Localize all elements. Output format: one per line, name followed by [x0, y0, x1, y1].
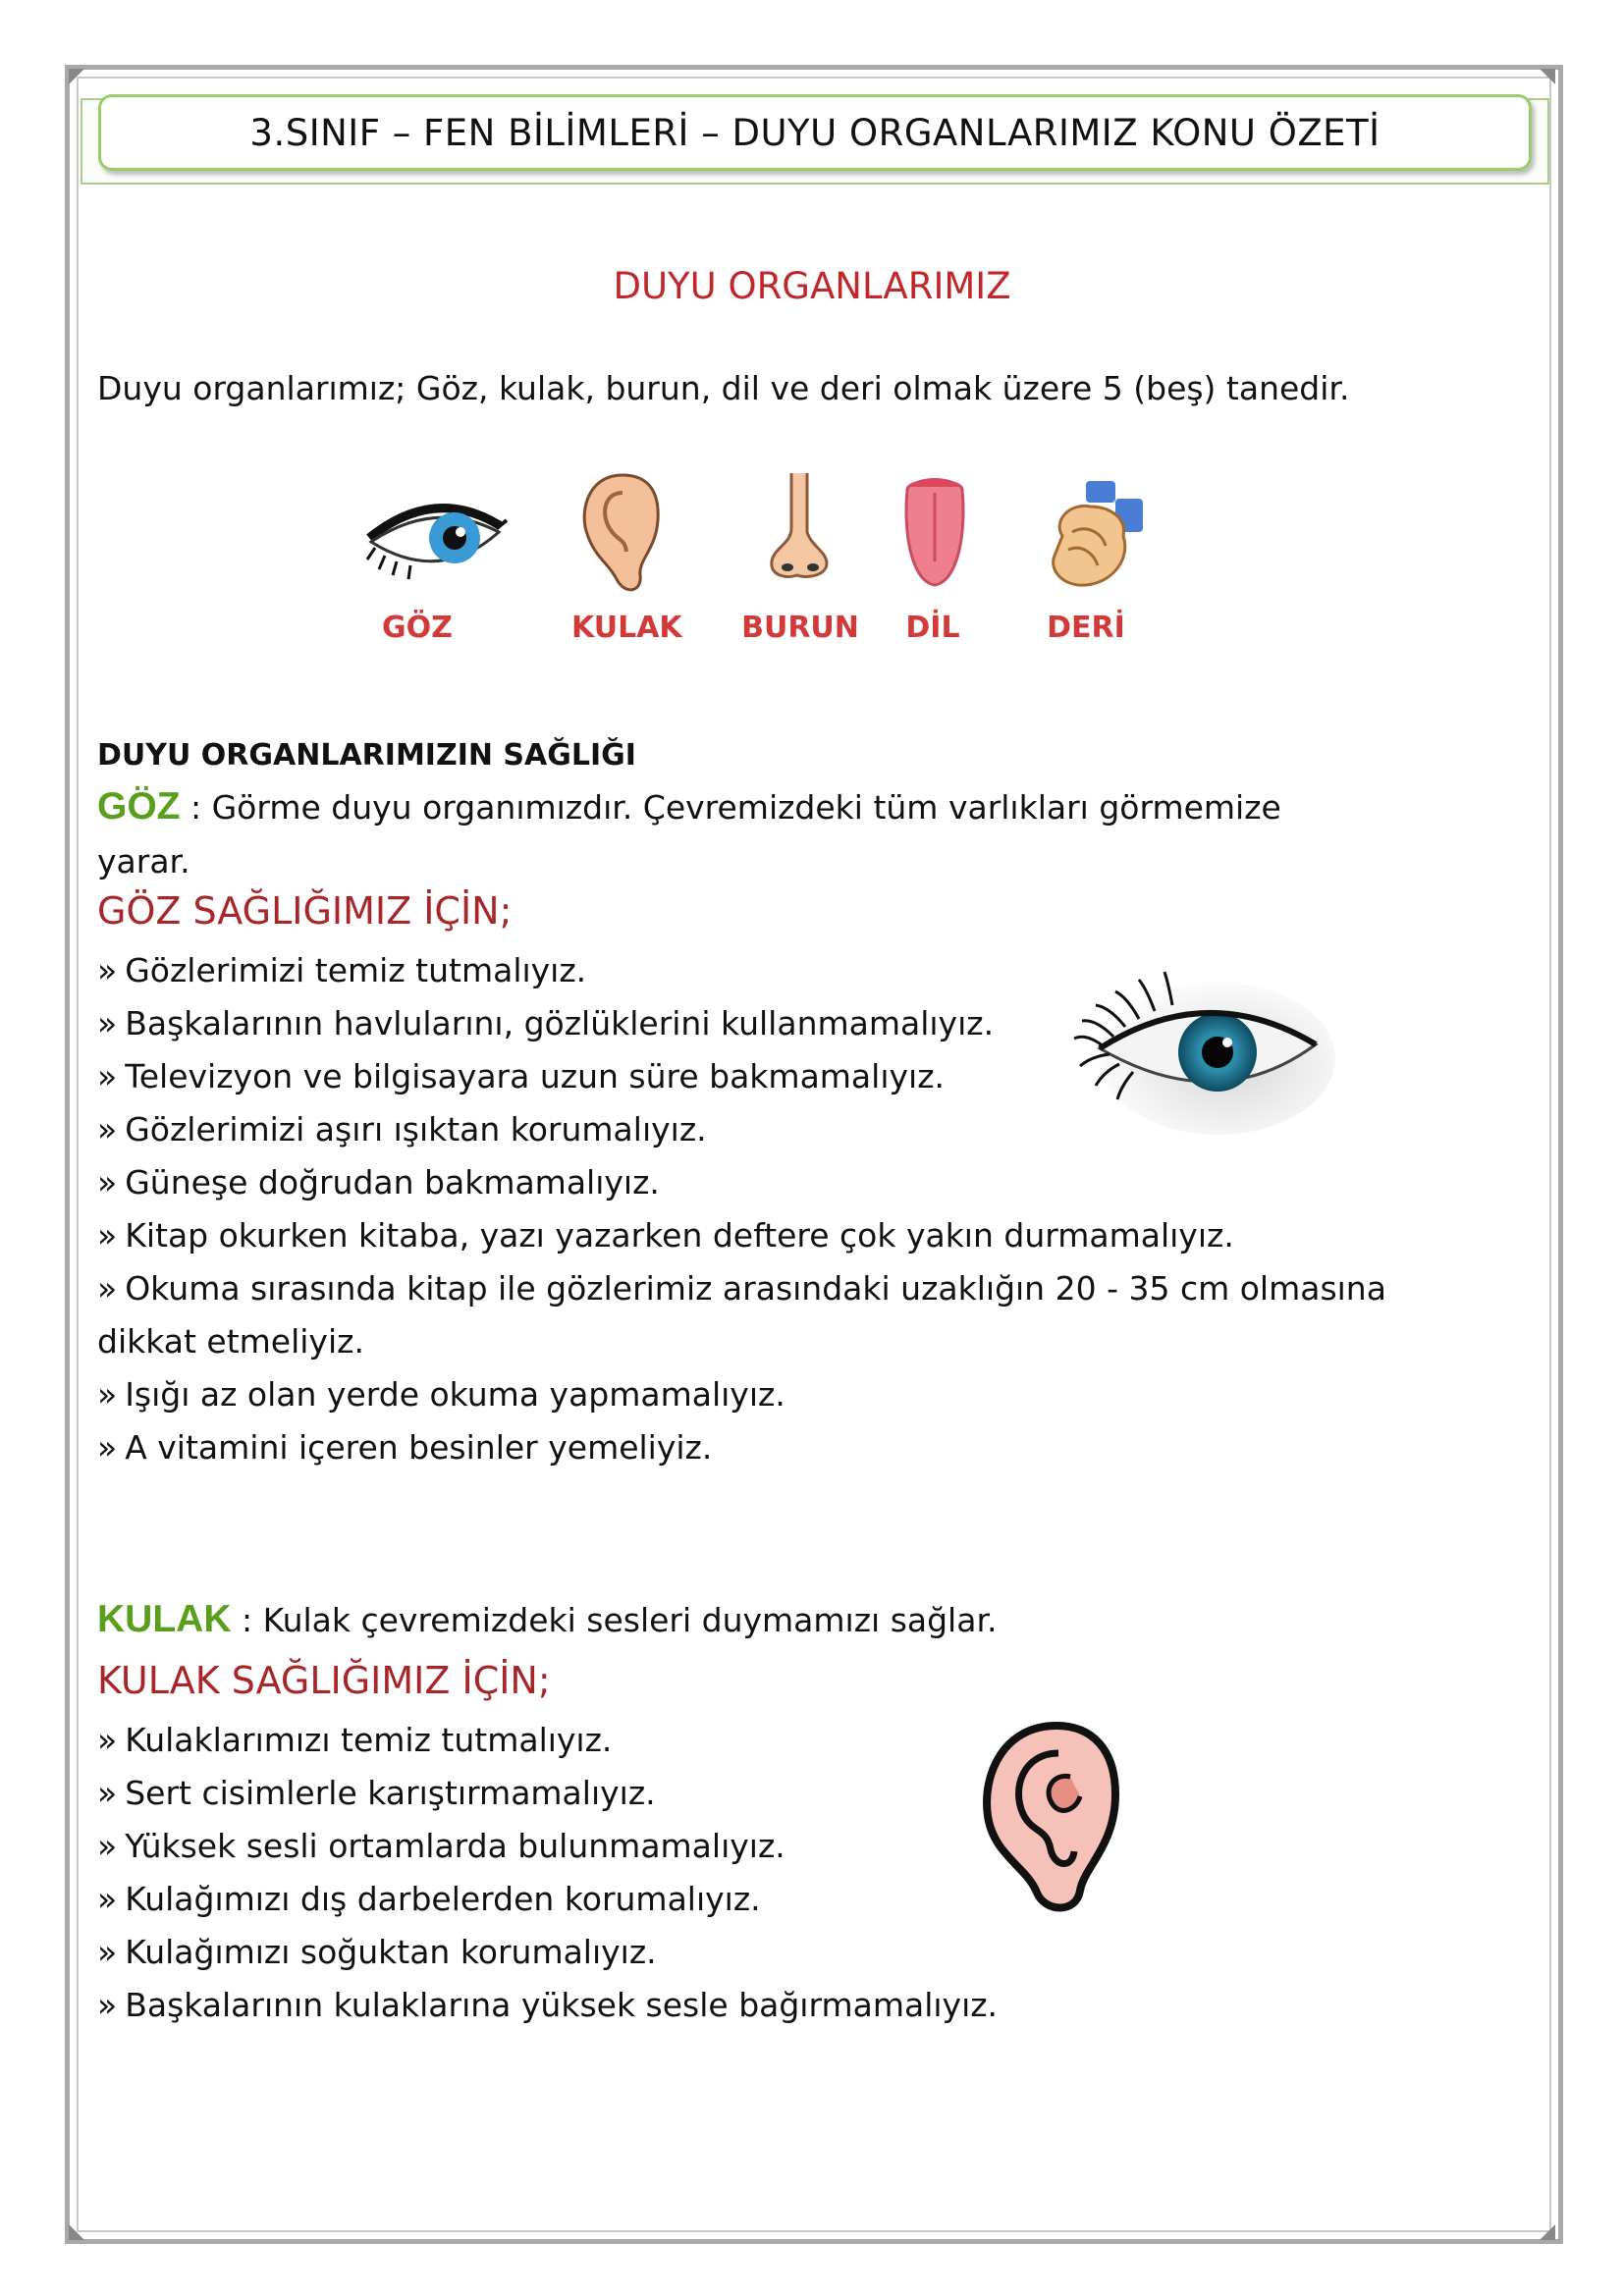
- corner-ornament: [1540, 2224, 1555, 2240]
- corner-ornament: [1540, 69, 1555, 84]
- eye-desc-line2: yarar.: [97, 842, 190, 881]
- list-item: » Okuma sırasında kitap ile gözlerimiz arasındaki uzaklığın 20 - 35 cm olmasına: [97, 1269, 1386, 1308]
- eye-icon: [361, 477, 509, 583]
- tongue-icon: [899, 473, 970, 591]
- list-item: » Işığı az olan yerde okuma yapmamalıyız.: [97, 1375, 785, 1414]
- ear-desc: : Kulak çevremizdeki sesleri duymamızı sağlar.: [231, 1601, 998, 1639]
- corner-ornament: [69, 69, 84, 84]
- organ-label-kulak: KULAK: [571, 611, 682, 645]
- section-heading: DUYU ORGANLARIMIZ: [613, 265, 1011, 307]
- eye-desc-line1: : Görme duyu organımızdır. Çevremizdeki tüm varlıkları görmemize: [180, 788, 1281, 827]
- eye-illustration-icon: [1070, 950, 1335, 1137]
- list-item: » Kulağımızı dış darbelerden korumalıyız.: [97, 1880, 761, 1918]
- eye-organ-name: GÖZ: [97, 785, 181, 828]
- ear-icon: [577, 469, 666, 599]
- organ-label-goz: GÖZ: [382, 611, 453, 645]
- eye-care-heading: GÖZ SAĞLIĞIMIZ İÇİN;: [97, 889, 513, 933]
- list-item: » Kulağımızı soğuktan korumalıyız.: [97, 1933, 657, 1971]
- list-item-continuation: dikkat etmeliyiz.: [97, 1322, 364, 1361]
- ear-illustration-icon: [978, 1720, 1125, 1916]
- intro-text: Duyu organlarımız; Göz, kulak, burun, dil ve deri olmak üzere 5 (beş) tanedir.: [97, 369, 1350, 407]
- organ-label-deri: DERİ: [1047, 611, 1125, 645]
- eye-description: [97, 785, 1281, 828]
- ear-description: [97, 1598, 997, 1641]
- list-item: » Kulaklarımızı temiz tutmalıyız.: [97, 1721, 613, 1759]
- hand-icon: [1043, 477, 1151, 595]
- list-item: » Kitap okurken kitaba, yazı yazarken deftere çok yakın durmamalıyız.: [97, 1216, 1234, 1255]
- list-item: » Güneşe doğrudan bakmamalıyız.: [97, 1163, 660, 1201]
- corner-ornament: [69, 2224, 84, 2240]
- organ-label-burun: BURUN: [741, 611, 859, 645]
- list-item: » Yüksek sesli ortamlarda bulunmamalıyız.: [97, 1827, 785, 1865]
- nose-icon: [756, 469, 844, 587]
- organ-label-dil: DİL: [905, 611, 960, 645]
- list-item: » Sert cisimlerle karıştırmamalıyız.: [97, 1774, 656, 1812]
- page-title: 3.SINIF – FEN BİLİMLERİ – DUYU ORGANLARIMIZ KONU ÖZETİ: [249, 111, 1380, 154]
- ear-care-heading: KULAK SAĞLIĞIMIZ İÇİN;: [97, 1659, 551, 1702]
- list-item: » Televizyon ve bilgisayara uzun süre bakmamalıyız.: [97, 1057, 945, 1095]
- list-item: » A vitamini içeren besinler yemeliyiz.: [97, 1428, 713, 1467]
- health-heading: DUYU ORGANLARIMIZIN SAĞLIĞI: [97, 738, 636, 773]
- ear-tips-list: [97, 1714, 998, 2032]
- list-item: » Gözlerimizi aşırı ışıktan korumalıyız.: [97, 1110, 707, 1148]
- ear-organ-name: KULAK: [97, 1598, 232, 1640]
- list-item: » Gözlerimizi temiz tutmalıyız.: [97, 951, 587, 989]
- list-item: » Başkalarının havlularını, gözlüklerini kullanmamalıyız.: [97, 1004, 995, 1042]
- list-item: » Başkalarının kulaklarına yüksek sesle bağırmamalıyız.: [97, 1986, 999, 2024]
- title-box: [98, 94, 1532, 171]
